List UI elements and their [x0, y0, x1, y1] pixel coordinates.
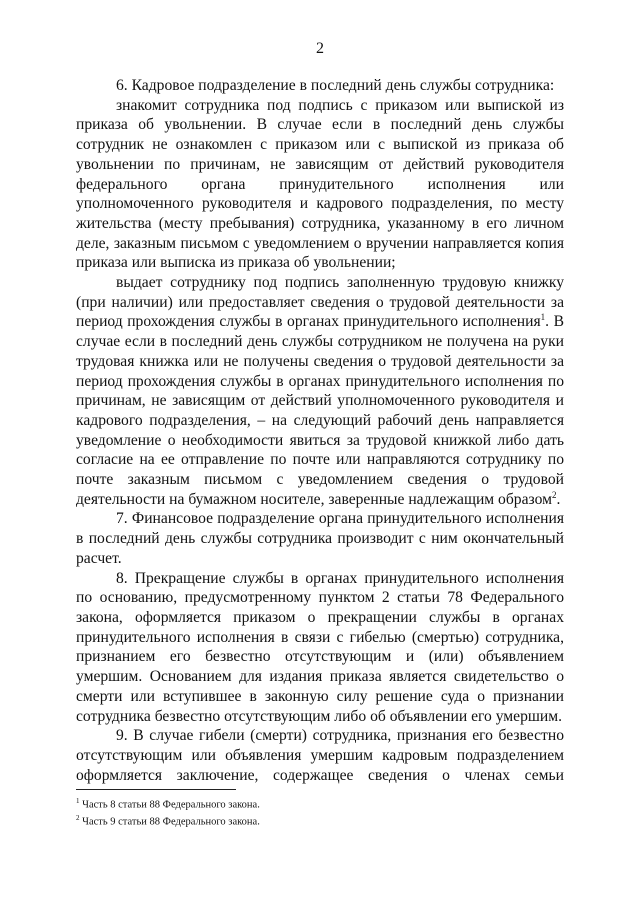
page-number: 2	[316, 40, 324, 57]
paragraph-7: 7. Финансовое подразделение органа принудительного исполнения в последний день службы сотрудника производит с ним окончательный расчет.	[76, 510, 564, 567]
document-body	[76, 76, 564, 785]
footnote-1: $^1$ Часть 8 статьи 88 Федерального закона.	[76, 797, 260, 811]
footnote-2: $^2$ Часть 9 статьи 88 Федерального закона.	[76, 813, 260, 827]
paragraph-9: 9. В случае гибели (смерти) сотрудника, признания его безвестно отсутствующим или объявления умершим кадровым подразделением оформляется заключение, содержащее сведения о членах семьи	[76, 727, 564, 784]
footnotes	[76, 789, 564, 828]
footnote-ref-1: 1	[540, 312, 546, 323]
paragraph-8: 8. Прекращение службы в органах принудительного исполнения по основанию, предусмотренному пунктом 2 статьи 78 Федерального закона, оформляется приказом о прекращении службы в органах принудительного исполнения в связи с гибелью (смертью) сотрудника, признанием его безвестно отсутствующим и (или) объявлением умершим. Основанием для издания приказа является свидетельство о смерти или вступившее в законную силу решение суда о признании сотрудника безвестно отсутствующим либо об объявлении его умершим.	[76, 569, 564, 725]
paragraph-6-item-1: знакомит сотрудника под подпись с приказом или выпиской из приказа об увольнении. В случае если в последний день службы сотрудник не ознакомлен с приказом или с выпиской из приказа об увольнении по причинам, не зависящим от действий руководителя федерального органа принудительного исполнения или уполномоченного руководителя и кадрового подразделения, по месту жительства (месту пребывания) сотрудника, указанному в его личном деле, заказным письмом с уведомлением о вручении направляется копия приказа или выписка из приказа об увольнении;	[76, 96, 564, 272]
paragraph-6-item-2: выдает сотруднику под подпись заполненную трудовую книжку (при наличии) или предоставляет сведения о трудовой деятельности за период прохождения службы в органах принудительного исполнения$^1$. В случае если в последний день службы сотрудником не получена на руки трудовая книжка или не получены сведения о трудовой деятельности за период прохождения службы в органах принудительного исполнения по причинам, не зависящим от действий уполномоченного руководителя и кадрового подразделения, – на следующий рабочий день направляется уведомление о необходимости явиться за трудовой книжкой либо дать согласие на ее отправление по почте или направляются сотруднику по почте заказным письмом с уведомлением сведения о трудовой деятельности на бумажном носителе, заверенные надлежащим образом$^2$.	[76, 274, 564, 508]
footnote-divider	[76, 789, 236, 790]
footnote-ref-2: 2	[551, 489, 557, 500]
paragraph-6: 6. Кадровое подразделение в последний день службы сотрудника:	[116, 77, 555, 94]
